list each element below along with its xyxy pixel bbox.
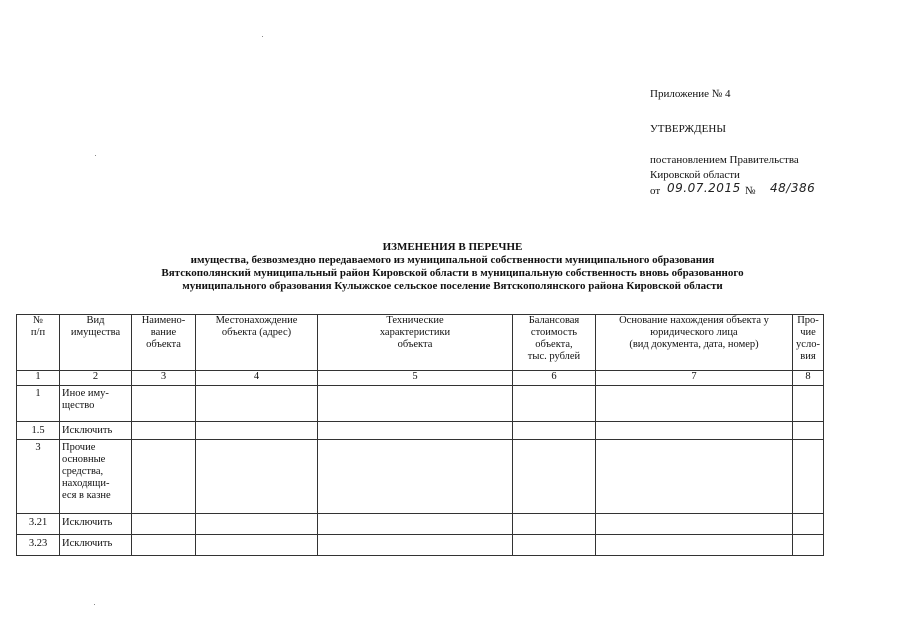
column-header-line: п/п [30,327,46,338]
approved-label: УТВЕРЖДЕНЫ [650,123,726,135]
column-header-line: объекта [397,339,433,350]
column-header-line: объекта (адрес) [221,327,292,338]
column-header-line: юридического лица [650,327,738,338]
table-row [17,535,824,556]
property-type-line: Исключить [62,425,113,436]
row-number-cell: 3.23 [17,535,60,556]
empty-cell [196,422,318,440]
property-table [16,314,824,556]
column-header-line: Вид [86,315,105,326]
empty-cell [318,386,513,422]
column-number: 4 [196,371,318,386]
scan-speck [94,604,95,605]
property-type-cell [60,440,132,514]
empty-cell [596,422,793,440]
column-header [596,315,793,371]
property-type-cell [60,514,132,535]
column-header [60,315,132,371]
column-header-line: объекта [146,339,181,350]
column-number-row [17,371,824,386]
column-header-line: чие [800,327,816,338]
empty-cell [513,440,596,514]
column-header-line: Технические [386,315,444,326]
property-type-line: еся в казне [62,490,111,501]
handwritten-date: 09.07.2015 [667,181,741,195]
empty-cell [513,535,596,556]
table-row [17,514,824,535]
column-header-line: Наимено- [141,315,186,326]
column-number: 7 [596,371,793,386]
property-type-line: находящи- [62,478,110,489]
column-number: 1 [17,371,60,386]
empty-cell [596,386,793,422]
empty-cell [513,386,596,422]
scan-speck [262,36,263,37]
empty-cell [596,535,793,556]
property-type-line: Исключить [62,538,113,549]
column-number: 5 [318,371,513,386]
empty-cell [793,440,824,514]
title-line-4: муниципального образования Кулыжское сельское поселение Вятскополянского района Кировской области [182,280,723,292]
title-line-3: Вятскополянский муниципальный район Кировской области в муниципальную собственность вновь образованного [161,267,744,279]
column-header-line: вание [150,327,177,338]
column-header-line: характеристики [379,327,451,338]
empty-cell [793,514,824,535]
title-line-2: имущества, безвозмездно передаваемого из муниципальной собственности муниципального образования [190,254,715,266]
decree-line2: Кировской области [650,169,740,181]
table-row [17,440,824,514]
empty-cell [132,440,196,514]
empty-cell [132,535,196,556]
empty-cell [196,514,318,535]
empty-cell [318,422,513,440]
number-label: № [745,185,756,197]
empty-cell [793,535,824,556]
property-type-line: щество [62,400,95,411]
column-number: 8 [793,371,824,386]
column-header-line: Основание нахождения объекта у [619,315,769,326]
empty-cell [596,440,793,514]
property-type-line: основные [62,454,106,465]
column-header [17,315,60,371]
empty-cell [132,514,196,535]
column-header-line: тыс. рублей [527,351,581,362]
column-header-line: усло- [796,339,820,350]
property-type-line: Прочие [62,442,96,453]
table-row [17,422,824,440]
property-type-cell [60,386,132,422]
column-header [793,315,824,371]
handwritten-doc-number: 48/386 [770,181,816,195]
row-number-cell: 1.5 [17,422,60,440]
column-header-line: вия [800,351,816,362]
decree-line1: постановлением Правительства [650,154,799,166]
column-header [132,315,196,371]
column-header-line: (вид документа, дата, номер) [629,339,759,350]
empty-cell [196,386,318,422]
column-header [513,315,596,371]
row-number-cell: 1 [17,386,60,422]
empty-cell [318,514,513,535]
empty-cell [596,514,793,535]
empty-cell [793,422,824,440]
empty-cell [513,422,596,440]
column-number: 2 [60,371,132,386]
column-header-line: Балансовая [528,315,580,326]
empty-cell [793,386,824,422]
property-type-line: Исключить [62,517,113,528]
row-number-cell: 3.21 [17,514,60,535]
column-header [196,315,318,371]
empty-cell [132,386,196,422]
empty-cell [196,535,318,556]
empty-cell [318,535,513,556]
column-header-line: Местонахождение [215,315,298,326]
empty-cell [196,440,318,514]
column-header-line: Про- [797,315,819,326]
column-header-line: № [32,315,44,326]
appendix-number: Приложение № 4 [650,88,731,100]
empty-cell [513,514,596,535]
column-header-line: имущества [70,327,121,338]
column-header-line: стоимость [530,327,578,338]
column-header-line: объекта, [535,339,573,350]
empty-cell [132,422,196,440]
row-number-cell: 3 [17,440,60,514]
property-type-line: Иное иму- [62,388,109,399]
table-header-row [17,315,824,371]
property-type-cell [60,422,132,440]
property-type-cell [60,535,132,556]
scan-speck [95,155,96,156]
from-label: от [650,185,661,197]
column-number: 3 [132,371,196,386]
property-type-line: средства, [62,466,104,477]
column-number: 6 [513,371,596,386]
empty-cell [318,440,513,514]
table-row [17,386,824,422]
document-title: ИЗМЕНЕНИЯ В ПЕРЕЧНЕ [382,241,523,253]
column-header [318,315,513,371]
